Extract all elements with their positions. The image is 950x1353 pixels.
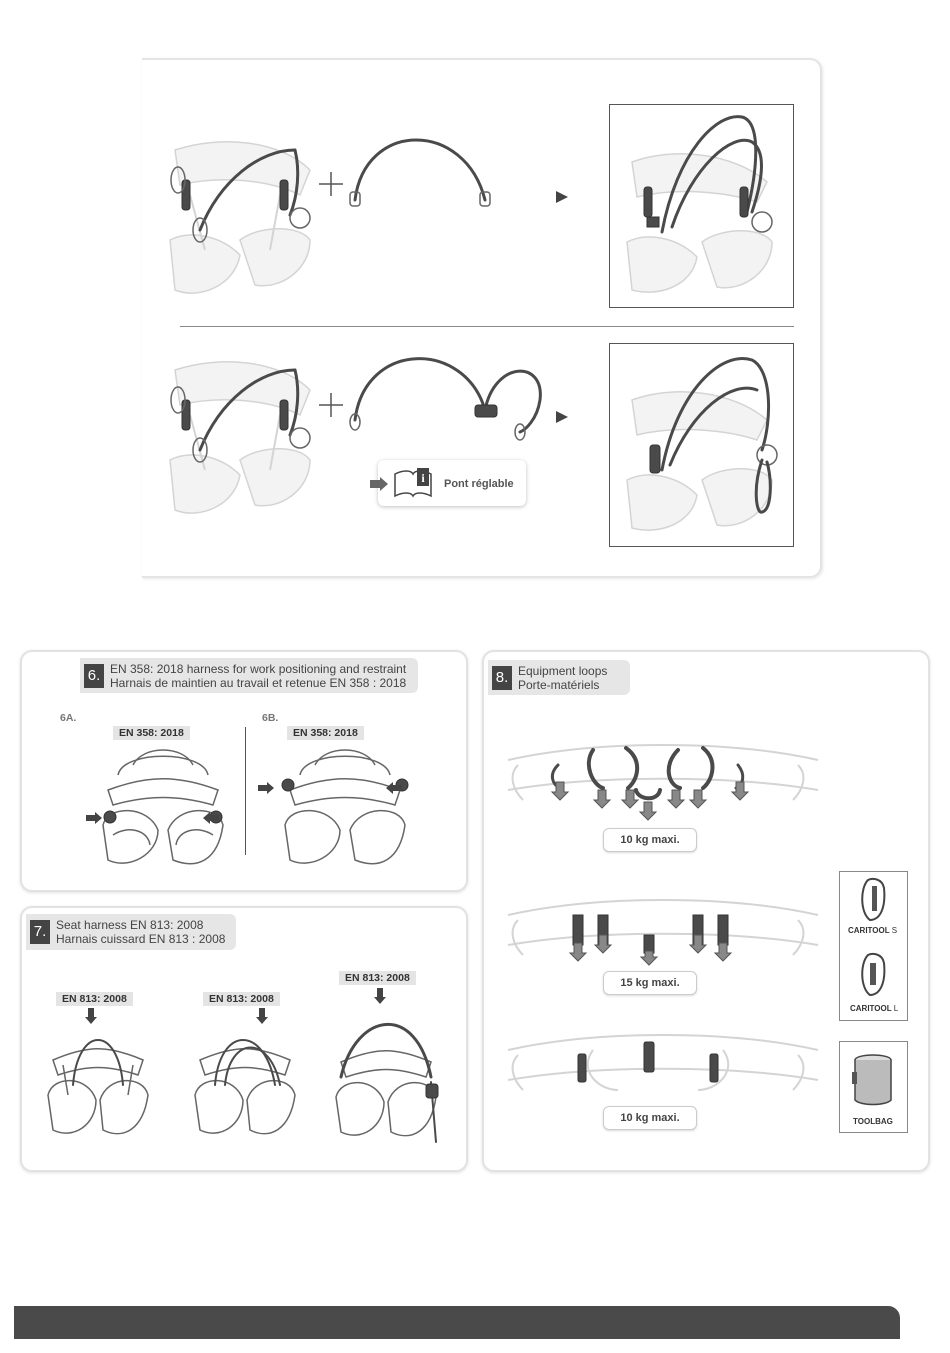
figure-7-3-standard: EN 813: 2008 — [339, 971, 416, 985]
section6-number: 6. — [84, 664, 104, 688]
harness-front-6a — [88, 745, 238, 875]
plus-icon-row2 — [319, 393, 343, 417]
harness-illustration-row2 — [160, 360, 320, 520]
figure-7-1-standard: EN 813: 2008 — [56, 992, 133, 1006]
equipment-loops-caritool — [498, 895, 828, 975]
harness-with-bridge-row1 — [622, 112, 782, 302]
footer-bar — [14, 1306, 900, 1339]
bridge-rope-illustration — [345, 130, 495, 210]
manual-link-label[interactable]: Pont réglable — [444, 478, 514, 490]
arrow-down-icon-7-2 — [256, 1008, 268, 1024]
option-6a-standard: EN 358: 2018 — [113, 726, 190, 740]
load-label-toolbag: 10 kg maxi. — [603, 1106, 697, 1130]
row-divider — [180, 326, 794, 327]
caritool-l-label: CARITOOL L — [850, 1004, 899, 1013]
arrow-left-icon-6a — [203, 812, 219, 824]
equipment-loops-toolbag — [498, 1030, 828, 1110]
arrow-right-icon-6b — [258, 782, 274, 794]
harness-illustration-row1 — [160, 140, 320, 300]
section7-number: 7. — [30, 920, 50, 944]
section6-title-en: EN 358: 2018 harness for work positioning and restraint — [110, 662, 407, 676]
section7-title-en: Seat harness EN 813: 2008 — [56, 918, 204, 932]
adjustable-bridge-illustration — [345, 350, 545, 440]
seat-harness-7-3 — [326, 1002, 451, 1152]
toolbag-label: TOOLBAG — [853, 1117, 893, 1126]
section6-divider — [245, 727, 246, 855]
arrow-right-icon-6a — [86, 812, 102, 824]
equipment-loops-rigid — [498, 740, 828, 820]
option-6b-label: 6B. — [262, 712, 279, 724]
arrow-right-icon-row2 — [556, 411, 568, 423]
caritool-s-icon — [858, 878, 888, 923]
arrow-right-icon-row1 — [556, 191, 568, 203]
harness-front-6b — [270, 745, 420, 875]
arrow-left-icon-6b — [386, 782, 402, 794]
arrow-down-icon-7-1 — [85, 1008, 97, 1024]
svg-text:i: i — [421, 471, 425, 485]
load-label-rigid: 10 kg maxi. — [603, 828, 697, 852]
section8-number: 8. — [492, 666, 512, 690]
caritool-s-label: CARITOOL S — [848, 926, 898, 935]
arrow-pointer-icon — [370, 477, 388, 491]
option-6b-standard: EN 358: 2018 — [287, 726, 364, 740]
section8-title-en: Equipment loops — [518, 664, 608, 678]
figure-7-2-standard: EN 813: 2008 — [203, 992, 280, 1006]
seat-harness-7-1 — [38, 1025, 158, 1150]
toolbag-icon — [848, 1052, 898, 1107]
harness-with-adjustable-bridge — [622, 350, 792, 540]
plus-icon-row1 — [319, 172, 343, 196]
option-6a-label: 6A. — [60, 712, 77, 724]
caritool-l-icon — [858, 953, 888, 998]
manual-book-icon — [393, 468, 433, 498]
section6-title-fr: Harnais de maintien au travail et retenue EN 358 : 2018 — [110, 676, 407, 690]
section7-title-fr: Harnais cuissard EN 813 : 2008 — [56, 932, 226, 946]
load-label-caritool: 15 kg maxi. — [603, 971, 697, 995]
seat-harness-7-2 — [185, 1025, 305, 1150]
section8-title-fr: Porte-matériels — [518, 678, 600, 692]
